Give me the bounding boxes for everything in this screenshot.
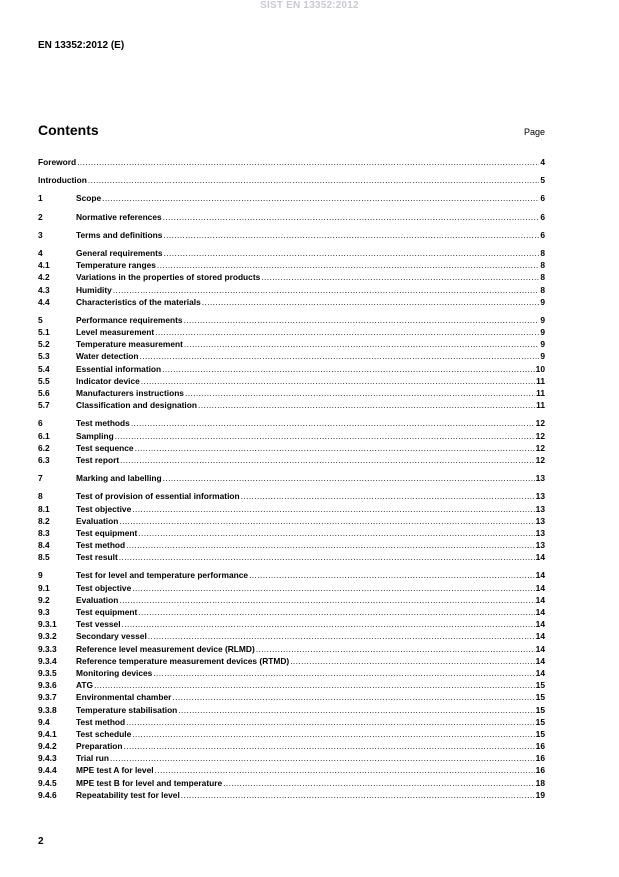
toc-entry[interactable]	[38, 229, 545, 241]
toc-entry[interactable]	[38, 569, 545, 581]
dot-leader	[290, 655, 534, 667]
toc-section	[38, 417, 545, 466]
toc-entry[interactable]	[38, 271, 545, 283]
dot-leader	[77, 156, 539, 168]
toc-entry[interactable]	[38, 582, 545, 594]
toc-entry-number: 9.4.4	[38, 765, 57, 776]
toc-entry-page: 18	[535, 777, 545, 788]
toc-entry[interactable]	[38, 503, 545, 515]
toc-entry-number: 9	[38, 570, 43, 581]
dot-leader	[178, 704, 534, 716]
toc-entry-page: 15	[535, 728, 545, 739]
toc-entry-number: 8.3	[38, 527, 50, 538]
dot-leader	[131, 417, 535, 429]
toc-entry-title: Reference temperature measurement devices (RTMD)	[76, 655, 290, 666]
toc-entry-page: 14	[535, 570, 545, 581]
toc-entry-page: 12	[535, 442, 545, 453]
toc-entry-number: 5.1	[38, 327, 50, 338]
toc-entry-page: 13	[535, 515, 545, 526]
toc-entry-title: Evaluation	[76, 594, 119, 605]
toc-entry[interactable]	[38, 399, 545, 411]
dot-leader	[155, 764, 535, 776]
contents-title: Contents	[38, 122, 99, 138]
toc-entry-page: 9	[540, 327, 545, 338]
dot-leader	[223, 777, 535, 789]
toc-entry-title: Test of provision of essential information	[76, 491, 240, 502]
toc-entry[interactable]	[38, 314, 545, 326]
dot-leader	[155, 326, 539, 338]
toc-entry-number: 9.3.3	[38, 643, 57, 654]
toc-entry-title: Scope	[76, 193, 102, 204]
dot-leader	[138, 527, 534, 539]
toc-entry-page: 14	[535, 631, 545, 642]
dot-leader	[119, 515, 534, 527]
table-of-contents	[38, 156, 545, 807]
toc-entry-title: Test objective	[76, 503, 132, 514]
dot-leader	[202, 296, 540, 308]
document-id: EN 13352:2012 (E)	[38, 40, 125, 51]
toc-entry-page: 6	[540, 193, 545, 204]
toc-entry-title: Indicator device	[76, 375, 140, 386]
dot-leader	[122, 618, 535, 630]
dot-leader	[132, 503, 534, 515]
toc-entry[interactable]	[38, 691, 545, 703]
toc-section	[38, 490, 545, 563]
toc-section	[38, 156, 545, 168]
toc-entry-number: 4.2	[38, 272, 50, 283]
toc-entry-number: 9.4	[38, 716, 50, 727]
dot-leader	[120, 454, 535, 466]
toc-entry[interactable]	[38, 363, 545, 375]
toc-entry-page: 6	[540, 211, 545, 222]
toc-entry-title: Test schedule	[76, 728, 132, 739]
toc-entry-page: 14	[535, 619, 545, 630]
toc-entry[interactable]	[38, 752, 545, 764]
dot-leader	[157, 259, 539, 271]
toc-entry-title: Test for level and temperature performance	[76, 570, 249, 581]
toc-section	[38, 472, 545, 484]
toc-entry-number: 9.3.2	[38, 631, 57, 642]
toc-entry-title: Temperature stabilisation	[76, 704, 178, 715]
dot-leader	[132, 728, 534, 740]
dot-leader	[102, 192, 539, 204]
toc-entry-number: 8.5	[38, 552, 50, 563]
toc-entry[interactable]	[38, 618, 545, 630]
toc-entry-title: Test report	[76, 454, 120, 465]
toc-entry-number: 9.3.4	[38, 655, 57, 666]
toc-entry-title: General requirements	[76, 247, 163, 258]
toc-entry-page: 12	[535, 430, 545, 441]
toc-entry-page: 9	[540, 351, 545, 362]
dot-leader	[124, 740, 535, 752]
toc-entry-page: 11	[536, 400, 545, 411]
toc-entry-page: 16	[535, 765, 545, 776]
dot-leader	[164, 247, 540, 259]
toc-entry-title: Performance requirements	[76, 314, 183, 325]
toc-entry-title: Trial run	[76, 753, 110, 764]
dot-leader	[261, 271, 539, 283]
toc-entry[interactable]	[38, 490, 545, 502]
dot-leader	[163, 472, 535, 484]
toc-entry-title: Normative references	[76, 211, 162, 222]
toc-entry-number: 9.4.5	[38, 777, 57, 788]
toc-entry-number: 2	[38, 211, 43, 222]
dot-leader	[88, 174, 539, 186]
dot-leader	[119, 551, 535, 563]
toc-entry-number: 1	[38, 193, 43, 204]
toc-section	[38, 229, 545, 241]
toc-entry-page: 15	[535, 716, 545, 727]
toc-entry[interactable]	[38, 417, 545, 429]
toc-entry-number: 9.4.1	[38, 728, 57, 739]
toc-entry-number: 8	[38, 491, 43, 502]
dot-leader	[241, 490, 535, 502]
toc-entry-title: Test result	[76, 552, 118, 563]
toc-entry-title: Variations in the properties of stored products	[76, 272, 261, 283]
toc-entry-page: 11	[536, 388, 545, 398]
toc-entry-page: 8	[540, 260, 545, 271]
watermark: SIST EN 13352:2012	[260, 0, 359, 11]
toc-entry-page: 15	[535, 704, 545, 715]
dot-leader	[249, 569, 535, 581]
toc-entry-page: 4	[540, 157, 545, 167]
dot-leader	[162, 363, 535, 375]
toc-entry-title: Foreword	[38, 157, 77, 167]
dot-leader	[184, 338, 539, 350]
toc-entry-number: 9.1	[38, 582, 50, 593]
dot-leader	[140, 350, 540, 362]
toc-entry[interactable]	[38, 296, 545, 308]
toc-entry-number: 6.2	[38, 442, 50, 453]
toc-entry-number: 9.3.5	[38, 667, 57, 678]
toc-entry-number: 6.3	[38, 454, 50, 465]
toc-entry[interactable]	[38, 375, 545, 387]
toc-entry-number: 5.4	[38, 363, 50, 374]
toc-entry[interactable]	[38, 643, 545, 655]
toc-entry-title: Test vessel	[76, 619, 121, 630]
toc-entry[interactable]	[38, 259, 545, 271]
dot-leader	[132, 582, 534, 594]
toc-entry-title: Manufacturers instructions	[76, 388, 184, 398]
toc-entry-page: 8	[540, 247, 545, 258]
toc-entry[interactable]	[38, 454, 545, 466]
toc-entry-page: 9	[540, 314, 545, 325]
toc-entry-title: Introduction	[38, 175, 87, 186]
toc-entry-page: 5	[540, 175, 545, 186]
toc-entry-number: 8.1	[38, 503, 50, 514]
toc-entry-title: Marking and labelling	[76, 473, 162, 484]
toc-entry[interactable]	[38, 430, 545, 442]
toc-entry-title: Terms and definitions	[76, 229, 163, 240]
toc-entry-title: Monitoring devices	[76, 667, 153, 678]
toc-entry-title: Evaluation	[76, 515, 119, 526]
toc-entry-title: Essential information	[76, 363, 162, 374]
dot-leader	[135, 442, 535, 454]
dot-leader	[163, 229, 539, 241]
toc-entry-title: Test method	[76, 540, 126, 551]
toc-entry-title: Temperature measurement	[76, 339, 183, 350]
toc-entry-number: 9.4.3	[38, 753, 57, 764]
toc-entry-number: 5.6	[38, 388, 50, 398]
toc-entry-title: Test method	[76, 716, 126, 727]
toc-entry-page: 13	[535, 540, 545, 551]
dot-leader	[153, 667, 534, 679]
toc-section	[38, 314, 545, 412]
dot-leader	[181, 789, 535, 801]
toc-entry[interactable]	[38, 704, 545, 716]
toc-entry-title: ATG	[76, 680, 94, 691]
toc-entry-page: 9	[540, 296, 545, 307]
toc-entry-number: 4.3	[38, 284, 50, 295]
toc-entry[interactable]	[38, 777, 545, 789]
toc-entry-page: 12	[535, 418, 545, 429]
toc-entry-number: 8.4	[38, 540, 50, 551]
toc-entry-page: 13	[535, 503, 545, 514]
toc-entry-page: 13	[535, 491, 545, 502]
toc-entry[interactable]	[38, 284, 545, 296]
toc-entry-page: 11	[536, 375, 545, 386]
toc-entry-title: Repeatability test for level	[76, 789, 180, 800]
toc-entry-page: 14	[535, 643, 545, 654]
toc-entry[interactable]	[38, 716, 545, 728]
dot-leader	[184, 314, 540, 326]
toc-entry-title: MPE test B for level and temperature	[76, 777, 223, 788]
toc-entry-title: Environmental chamber	[76, 692, 172, 703]
toc-entry-page: 14	[535, 594, 545, 605]
toc-entry-number: 5.2	[38, 339, 50, 350]
page-number: 2	[38, 836, 44, 847]
toc-entry[interactable]	[38, 630, 545, 642]
toc-entry-page: 14	[535, 655, 545, 666]
toc-entry[interactable]	[38, 515, 545, 527]
dot-leader	[148, 630, 535, 642]
toc-entry[interactable]	[38, 326, 545, 338]
toc-entry-page: 8	[540, 272, 545, 283]
page-column-label: Page	[523, 127, 545, 137]
toc-entry-title: Level measurement	[76, 327, 155, 338]
toc-entry-number: 9.4.6	[38, 789, 57, 800]
dot-leader	[141, 375, 535, 387]
toc-entry-title: Test sequence	[76, 442, 134, 453]
toc-entry-title: Test objective	[76, 582, 132, 593]
toc-entry-number: 6	[38, 418, 43, 429]
toc-section	[38, 211, 545, 223]
toc-entry[interactable]	[38, 350, 545, 362]
toc-entry-number: 8.2	[38, 515, 50, 526]
toc-entry[interactable]	[38, 740, 545, 752]
toc-entry-number: 4	[38, 247, 43, 258]
toc-section	[38, 569, 545, 801]
toc-entry-title: Preparation	[76, 741, 123, 752]
toc-entry-title: Reference level measurement device (RLMD)	[76, 643, 255, 654]
toc-entry[interactable]	[38, 338, 545, 350]
toc-entry-number: 4.4	[38, 296, 50, 307]
toc-entry-page: 14	[535, 667, 545, 678]
toc-entry-number: 5.3	[38, 351, 50, 362]
dot-leader	[119, 594, 534, 606]
toc-entry[interactable]	[38, 679, 545, 691]
toc-entry-title: Test methods	[76, 418, 130, 429]
toc-entry-page: 13	[535, 473, 545, 484]
toc-entry-number: 3	[38, 229, 43, 240]
toc-entry[interactable]	[38, 667, 545, 679]
toc-entry-page: 15	[535, 692, 545, 703]
toc-entry[interactable]	[38, 606, 545, 618]
toc-entry-page: 19	[535, 789, 545, 800]
toc-entry-page: 10	[535, 363, 545, 374]
toc-entry-number: 7	[38, 473, 43, 484]
toc-section	[38, 174, 545, 186]
toc-entry[interactable]	[38, 442, 545, 454]
toc-entry[interactable]	[38, 387, 545, 399]
toc-entry-title: Test equipment	[76, 527, 138, 538]
toc-entry-number: 9.2	[38, 594, 50, 605]
dot-leader	[185, 387, 535, 399]
toc-entry-number: 9.3.6	[38, 680, 57, 691]
toc-entry[interactable]	[38, 764, 545, 776]
dot-leader	[172, 691, 534, 703]
toc-entry-page: 16	[535, 753, 545, 764]
dot-leader	[198, 399, 535, 411]
dot-leader	[113, 284, 540, 296]
toc-entry-page: 16	[535, 741, 545, 752]
toc-entry-page: 14	[535, 607, 545, 617]
toc-entry-page: 6	[540, 229, 545, 240]
toc-entry[interactable]	[38, 539, 545, 551]
toc-entry[interactable]	[38, 192, 545, 204]
toc-entry[interactable]	[38, 728, 545, 740]
toc-entry[interactable]	[38, 594, 545, 606]
toc-entry-page: 15	[535, 680, 545, 691]
toc-entry[interactable]	[38, 472, 545, 484]
toc-entry-title: Humidity	[76, 284, 112, 295]
toc-entry-title: Characteristics of the materials	[76, 296, 201, 307]
toc-entry-title: MPE test A for level	[76, 765, 154, 776]
toc-entry-number: 9.3.8	[38, 704, 57, 715]
dot-leader	[94, 679, 535, 691]
toc-entry[interactable]	[38, 156, 545, 168]
toc-entry[interactable]	[38, 527, 545, 539]
toc-entry-number: 5.5	[38, 375, 50, 386]
toc-entry-title: Classification and designation	[76, 400, 197, 411]
toc-entry-page: 14	[535, 552, 545, 563]
dot-leader	[163, 211, 540, 223]
toc-entry-number: 9.4.2	[38, 741, 57, 752]
dot-leader	[126, 539, 535, 551]
toc-entry-title: Water detection	[76, 351, 139, 362]
toc-entry[interactable]	[38, 789, 545, 801]
toc-entry[interactable]	[38, 211, 545, 223]
toc-entry[interactable]	[38, 655, 545, 667]
toc-entry-number: 9.3.7	[38, 692, 57, 703]
toc-entry-page: 14	[535, 582, 545, 593]
toc-entry-page: 12	[535, 454, 545, 465]
toc-section	[38, 192, 545, 204]
toc-entry-number: 6.1	[38, 430, 50, 441]
dot-leader	[126, 716, 535, 728]
toc-entry-number: 9.3	[38, 607, 50, 617]
toc-entry-title: Test equipment	[76, 607, 138, 617]
toc-entry-number: 4.1	[38, 260, 50, 271]
toc-entry-number: 9.3.1	[38, 619, 57, 630]
dot-leader	[115, 430, 535, 442]
toc-entry-title: Sampling	[76, 430, 114, 441]
toc-section	[38, 247, 545, 308]
toc-entry[interactable]	[38, 247, 545, 259]
toc-entry-page: 13	[535, 527, 545, 538]
toc-entry-page: 8	[540, 284, 545, 295]
toc-entry[interactable]	[38, 551, 545, 563]
toc-entry-title: Temperature ranges	[76, 260, 156, 271]
dot-leader	[138, 606, 534, 618]
toc-entry-number: 5.7	[38, 400, 50, 411]
toc-entry[interactable]	[38, 174, 545, 186]
dot-leader	[110, 752, 535, 764]
toc-entry-title: Secondary vessel	[76, 631, 147, 642]
toc-entry-page: 9	[540, 339, 545, 350]
toc-entry-number: 5	[38, 314, 43, 325]
dot-leader	[256, 643, 535, 655]
